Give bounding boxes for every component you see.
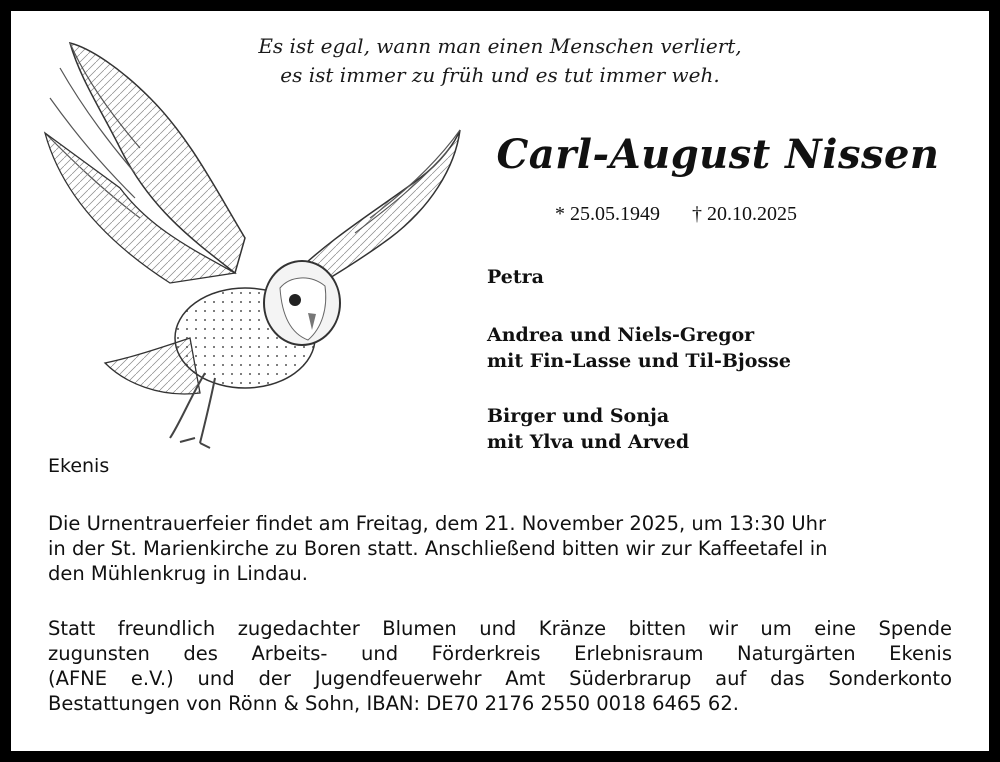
mourner-group-1 xyxy=(487,264,544,290)
memorial-quote xyxy=(0,32,1000,90)
mourner-line: Andrea und Niels-Gregor xyxy=(487,324,755,346)
mourner-line: mit Fin-Lasse und Til-Bjosse xyxy=(487,350,791,372)
ceremony-paragraph xyxy=(48,511,952,586)
ceremony-line-2: in der St. Marienkirche zu Boren statt. Anschließend bitten wir zur Kaffeetafel in xyxy=(48,537,828,560)
life-dates xyxy=(555,203,797,226)
mourner-group-3 xyxy=(487,403,689,455)
donation-line-2: zugunsten des Arbeits- und Förderkreis Erlebnisraum Naturgärten Ekenis xyxy=(48,642,952,665)
mourner-line: mit Ylva und Arved xyxy=(487,431,690,453)
place-name: Ekenis xyxy=(48,455,110,477)
mourner-group-2 xyxy=(487,322,791,374)
barn-owl-illustration xyxy=(40,38,470,450)
donation-paragraph xyxy=(48,616,952,716)
ceremony-line-1: Die Urnentrauerfeier findet am Freitag, dem 21. November 2025, um 13:30 Uhr xyxy=(48,512,826,535)
donation-line-1: Statt freundlich zugedachter Blumen und Kränze bitten wir um eine Spende xyxy=(48,617,952,640)
birth-date: * 25.05.1949 xyxy=(555,203,660,225)
donation-line-3: (AFNE e.V.) und der Jugendfeuerwehr Amt Süderbrarup auf das Sonderkonto xyxy=(48,667,952,690)
quote-line-1: Es ist egal, wann man einen Menschen verliert, xyxy=(258,34,742,58)
donation-line-4: Bestattungen von Rönn & Sohn, IBAN: DE70 2176 2550 0018 6465 62. xyxy=(48,692,739,715)
ceremony-line-3: den Mühlenkrug in Lindau. xyxy=(48,562,308,585)
mourner-line: Petra xyxy=(487,266,544,288)
deceased-name: Carl-August Nissen xyxy=(496,131,940,178)
quote-line-2: es ist immer zu früh und es tut immer weh. xyxy=(280,63,720,87)
mourner-line: Birger und Sonja xyxy=(487,405,670,427)
death-date: † 20.10.2025 xyxy=(692,203,797,225)
